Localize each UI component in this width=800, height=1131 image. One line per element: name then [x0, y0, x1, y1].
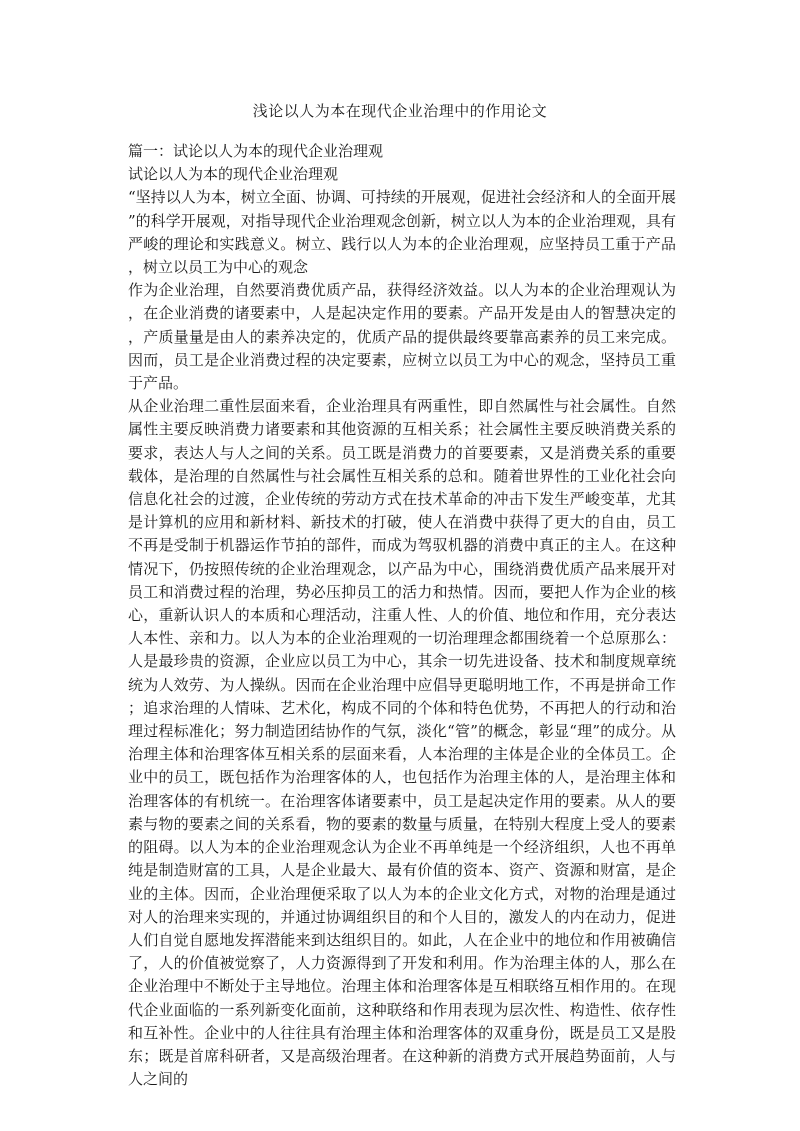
article-title: 试论以人为本的现代企业治理观	[128, 165, 339, 184]
section-heading: 篇一：试论以人为本的现代企业治理观	[128, 142, 384, 160]
paragraph-intro: “坚持以人为本，树立全面、协调、可持续的开展观，促进社会经济和人的全面开展”的科学开展观，对指导现代企业治理观念创新，树立以人为本的企业治理观，具有严峻的理论和实践意义。树立、践行以人为本的企业治理观，应坚持员工重于产品，树立以员工为中心的观念	[128, 188, 676, 277]
document-body	[128, 140, 676, 1091]
paragraph-employee-centered: 作为企业治理，自然要消费优质产品，获得经济效益。以人为本的企业治理观认为，在企业消费的诸要素中，人是起决定作用的要素。产品开发是由人的智慧决定的，产质量量是由人的素养决定的，优质产品的提供最终要靠高素养的员工来完成。因而，员工是企业消费过程的决定要素，应树立以员工为中心的观念，坚持员工重于产品。	[128, 281, 676, 393]
paragraph-duality: 从企业治理二重性层面来看，企业治理具有两重性，即自然属性与社会属性。自然属性主要反映消费力诸要素和其他资源的互相关系；社会属性主要反映消费关系的要求，表达人与人之间的关系。员工既是消费力的首要要素，又是消费关系的重要载体，是治理的自然属性与社会属性互相关系的总和。随着世界性的工业化社会向信息化社会的过渡，企业传统的劳动方式在技术革命的冲击下发生严峻变革，尤其是计算机的应用和新材料、新技术的打破，使人在消费中获得了更大的自由，员工不再是受制于机器运作节拍的部件，而成为驾驭机器的消费中真正的主人。在这种情况下，仍按照传统的企业治理观念，以产品为中心，围绕消费优质产品来展开对员工和消费过程的治理，势必压抑员工的活力和热情。因而，要把人作为企业的核心，重新认识人的本质和心理活动，注重人性、人的价值、地位和作用，充分表达人本性、亲和力。以人为本的企业治理观的一切治理理念都围绕着一个总原那么：人是最珍贵的资源，企业应以员工为中心，其余一切先进设备、技术和制度规章统统为人效劳、为人操纵。因而在企业治理中应倡导更聪明地工作，不再是拼命工作；追求治理的人情味、艺术化，构成不同的个体和特色优势，不再把人的行动和治理过程标准化；努力制造团结协作的气氛，淡化“管”的概念，彰显“理”的成分。从治理主体和治理客体互相关系的层面来看，人本治理的主体是企业的全体员工。企业中的员工，既包括作为治理客体的人，也包括作为治理主体的人，是治理主体和治理客体的有机统一。在治理客体诸要素中，员工是起决定作用的要素。从人的要素与物的要素之间的关系看，物的要素的数量与质量，在特别大程度上受人的要素的阻碍。以人为本的企业治理观念认为企业不再单纯是一个经济组织，人也不再单纯是制造财富的工具，人是企业最大、最有价值的资本、资产、资源和财富，是企业的主体。因而，企业治理便采取了以人为本的企业文化方式，对物的治理是通过对人的治理来实现的，并通过协调组织目的和个人目的，激发人的内在动力，促进人们自觉自愿地发挥潜能来到达组织目的。如此，人在企业中的地位和作用被确信了，人的价值被觉察了，人力资源得到了开发和利用。作为治理主体的人，那么在企业治理中不断处于主导地位。治理主体和治理客体是互相联络互相作用的。在现代企业面临的一系列新变化面前，这种联络和作用表现为层次性、构造性、依存性和互补性。企业中的人往往具有治理主体和治理客体的双重身份，既是员工又是股东；既是首席科研者，又是高级治理者。在这种新的消费方式开展趋势面前，人与人之间的	[128, 397, 676, 1089]
document-title: 浅论以人为本在现代企业治理中的作用论文	[252, 102, 548, 120]
